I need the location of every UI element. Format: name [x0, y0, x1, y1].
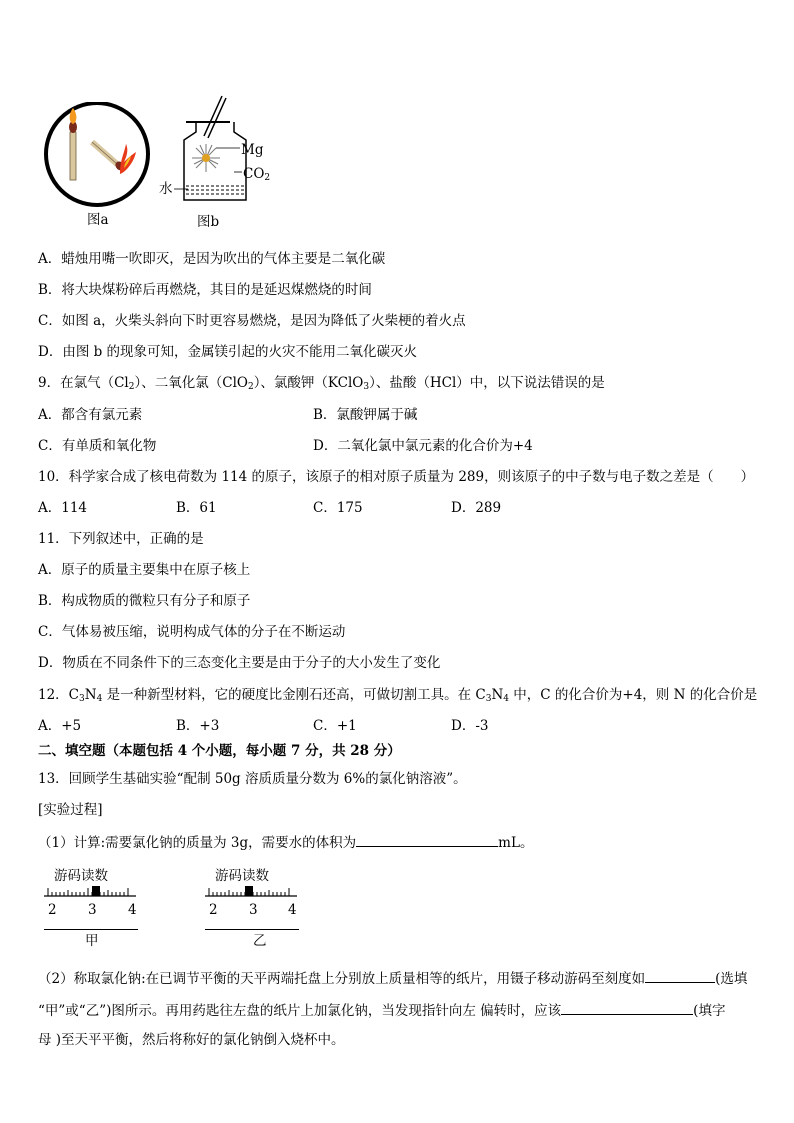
q9-option-b: B．氯酸钾属于碱: [313, 407, 418, 423]
q9-option-a: A．都含有氯元素: [38, 407, 143, 423]
q10-option-a: A．114: [38, 500, 88, 516]
figure-a-caption: 图a: [87, 212, 109, 228]
q12-option-b: B．+3: [176, 718, 220, 734]
q11-option-a: A．原子的质量主要集中在原子核上: [38, 562, 251, 578]
figure-b-caption: 图b: [197, 214, 220, 230]
q13-part2-blank1[interactable]: [645, 968, 715, 983]
q13-part1-blank[interactable]: [356, 832, 498, 847]
scale-yi-tick-4: 4: [288, 902, 297, 918]
q10-stem: 10．科学家合成了核电荷数为 114 的原子，该原子的相对原子质量为 289，则该原子的中子数与电子数之差是（ ）: [38, 469, 755, 485]
q11-option-b: B．构成物质的微粒只有分子和原子: [38, 593, 251, 609]
q12-option-a: A．+5: [38, 718, 82, 734]
q12-stem: 12．$C_3N_4$ 是一种新型材料，它的硬度比金刚石还高，可做切割工具。在 $C_3N_4$ 中，C 的化合价为+4，则 N 的化合价是: [38, 687, 758, 704]
scale-yi-tick-3: 3: [249, 902, 258, 918]
q9-option-c: C．有单质和氧化物: [38, 438, 157, 454]
q10-option-b: B．61: [176, 500, 217, 516]
q13-stem: 13．回顾学生基础实验“配制 50g 溶质质量分数为 6%的氯化钠溶液”。: [38, 771, 467, 787]
q8-option-d: D．由图 b 的现象可知，金属镁引起的火灾不能用二氧化碳灭火: [38, 344, 418, 360]
q11-stem: 11．下列叙述中，正确的是: [38, 531, 204, 547]
scale-jia-underline: [44, 929, 138, 930]
section-2-title: 二、填空题（本题包括 4 个小题，每小题 7 分，共 28 分）: [38, 743, 401, 759]
q10-option-c: C．175: [313, 500, 363, 516]
q12-option-d: D．-3: [451, 718, 489, 734]
q13-part2-line3: 母 )至天平平衡，然后将称好的氯化钠倒入烧杯中。: [38, 1032, 345, 1048]
scale-yi-label: 乙: [253, 933, 267, 949]
q8-option-b: B．将大块煤粉碎后再燃烧，其目的是延迟煤燃烧的时间: [38, 282, 372, 298]
scale-jia-tick-3: 3: [88, 902, 97, 918]
q13-part1: （1）计算:需要氯化钠的质量为 3g，需要水的体积为 mL。: [38, 832, 533, 852]
q8-option-c: C．如图 a，火柴头斜向下时更容易燃烧，是因为降低了火柴梗的着火点: [38, 313, 466, 329]
scale-yi-title: 游码读数: [215, 868, 269, 884]
q13-part2-blank2[interactable]: [561, 1000, 693, 1015]
figure-b-co2-label: $CO_2$: [243, 166, 271, 183]
scale-yi-tick-2: 2: [209, 902, 218, 918]
scale-jia-label: 甲: [85, 933, 99, 949]
scale-jia-title: 游码读数: [54, 868, 108, 884]
q8-option-a: A．蜡烛用嘴一吹即灭，是因为吹出的气体主要是二氧化碳: [38, 251, 386, 267]
q10-option-d: D．289: [451, 500, 502, 516]
q11-option-c: C．气体易被压缩，说明构成气体的分子在不断运动: [38, 624, 346, 640]
q13-process-label: [实验过程]: [38, 802, 103, 818]
scale-jia-tick-4: 4: [128, 902, 137, 918]
scale-jia-tick-2: 2: [48, 902, 57, 918]
q9-option-d: D．二氧化氯中氯元素的化合价为+4: [313, 438, 533, 454]
figure-b-water-label: 水: [159, 181, 173, 197]
q13-part2-line2: “甲”或“乙”)图所示。再用药匙往左盘的纸片上加氯化钠，当发现指针向左 偏转时，应该 (填字: [38, 1000, 725, 1020]
figure-b-mg-label: Mg: [241, 142, 264, 158]
scale-jia-ruler: [40, 882, 140, 900]
scale-yi-ruler: [201, 882, 301, 900]
q13-part2-line1: （2）称取氯化钠:在已调节平衡的天平两端托盘上分别放上质量相等的纸片，用镊子移动游码至刻度如 (选填: [38, 968, 747, 988]
q9-stem: 9．在氯气$(Cl_2)$、二氧化氯（ClO$_2$）、氯酸钾（KClO$_3$）、盐酸（HCl）中，以下说法错误的是: [38, 375, 605, 392]
q12-option-c: C．+1: [313, 718, 357, 734]
figure-a-match: [40, 102, 160, 210]
q11-option-d: D．物质在不同条件下的三态变化主要是由于分子的大小发生了变化: [38, 655, 441, 671]
scale-yi-underline: [205, 929, 299, 930]
